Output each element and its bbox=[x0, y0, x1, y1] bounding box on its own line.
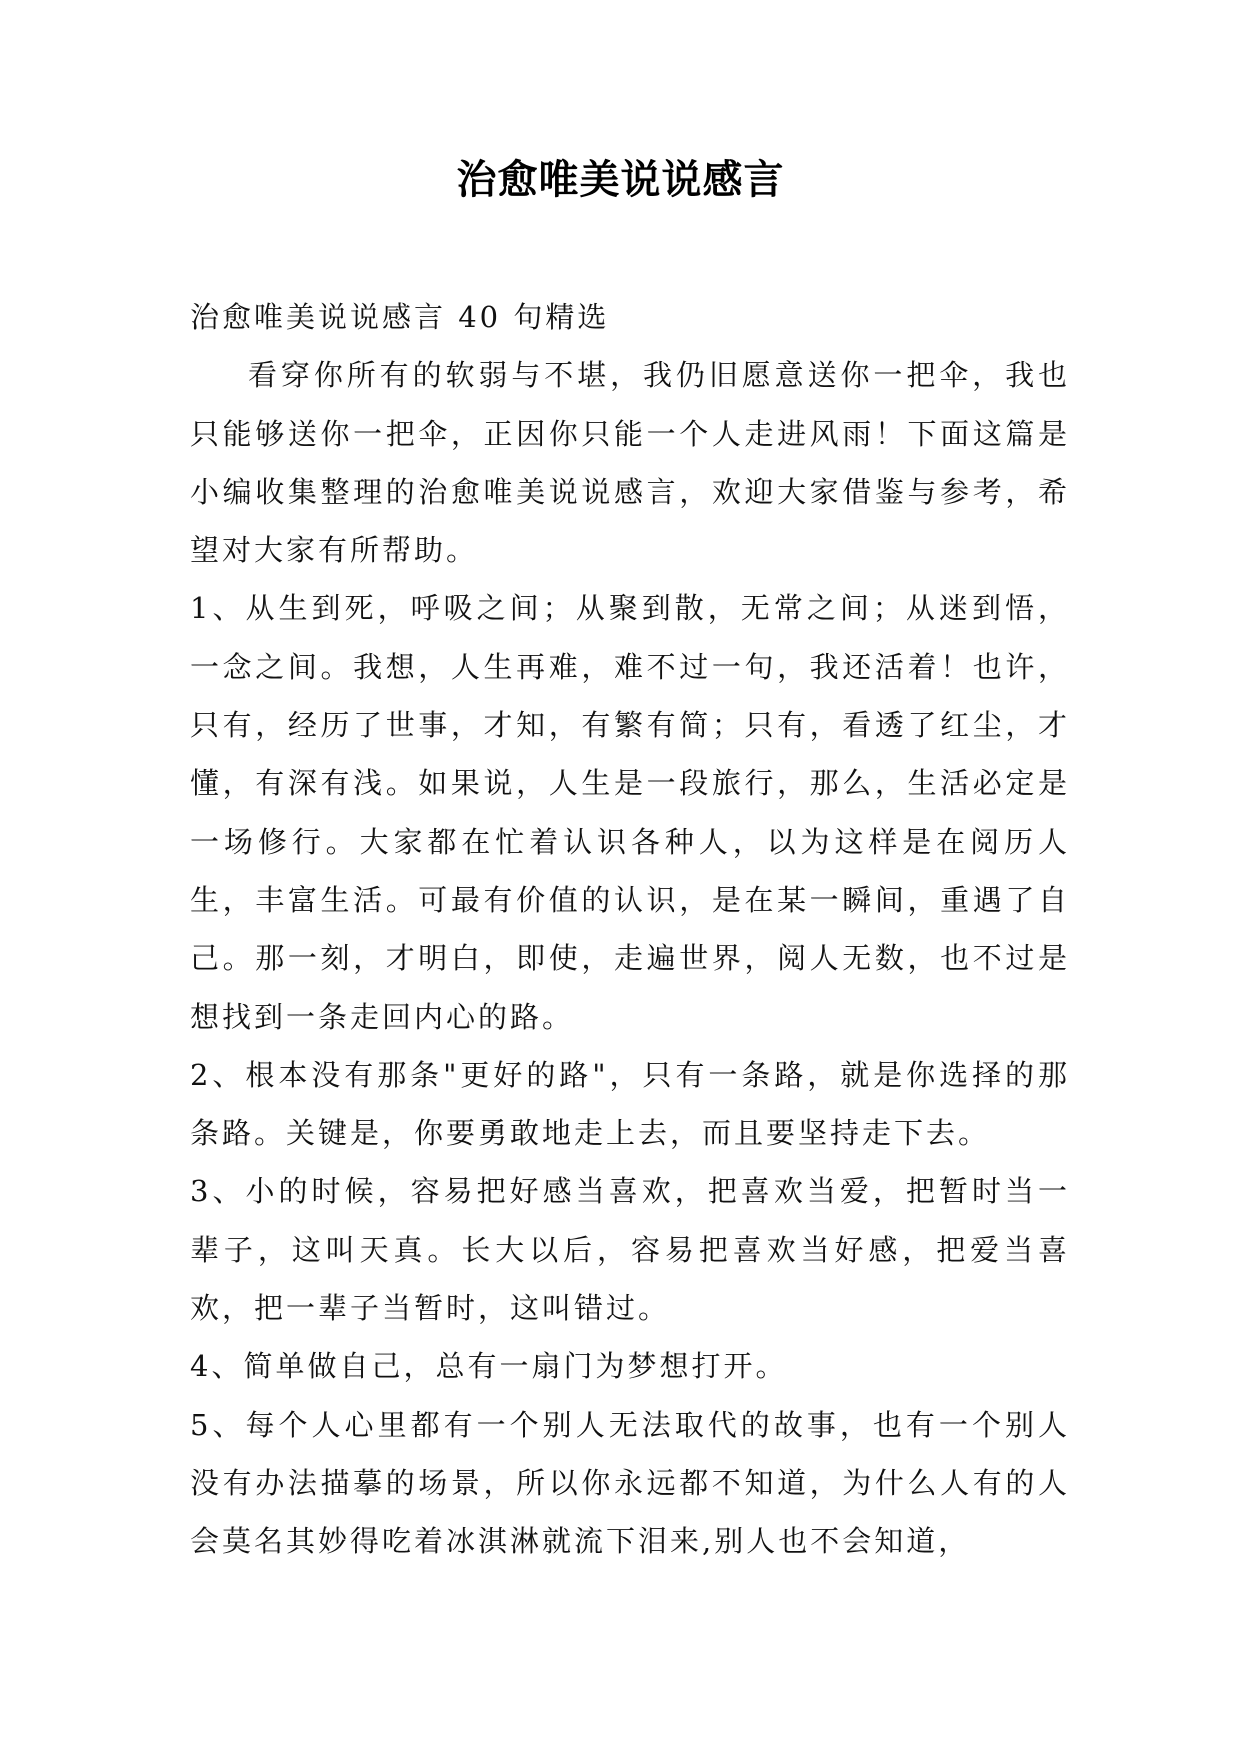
document-subtitle: 治愈唯美说说感言 40 句精选 bbox=[190, 300, 610, 334]
document-title: 治愈唯美说说感言 bbox=[456, 156, 785, 203]
intro-paragraph: 看穿你所有的软弱与不堪，我仍旧愿意送你一把伞，我也只能够送你一把伞，正因你只能一个人走进风雨！下面这篇是小编收集整理的治愈唯美说说感言，欢迎大家借鉴与参考，希望对大家有所帮助。 bbox=[190, 358, 1070, 568]
list-item: 4、简单做自己，总有一扇门为梦想打开。 bbox=[190, 1349, 788, 1384]
list-item: 1、从生到死，呼吸之间；从聚到散，无常之间；从迷到悟，一念之间。我想，人生再难，难不过一句，我还活着！也许，只有，经历了世事，才知，有繁有简；只有，看透了红尘，才懂，有深有浅。如果说，人生是一段旅行，那么，生活必定是一场修行。大家都在忙着认识各种人，以为这样是在阅历人生，丰富生活。可最有价值的认识，是在某一瞬间，重遇了自己。那一刻，才明白，即使，走遍世界，阅人无数，也不过是想找到一条走回内心的路。 bbox=[190, 591, 1070, 1034]
list-item: 2、根本没有那条"更好的路"，只有一条路，就是你选择的那条路。关键是，你要勇敢地走上去，而且要坚持走下去。 bbox=[190, 1057, 1070, 1151]
document-body bbox=[190, 288, 1070, 1571]
list-item: 5、每个人心里都有一个别人无法取代的故事，也有一个别人没有办法描摹的场景，所以你永远都不知道，为什么人有的人会莫名其妙得吃着冰淇淋就流下泪来,别人也不会知道， bbox=[190, 1407, 1070, 1559]
list-item: 3、小的时候，容易把好感当喜欢，把喜欢当爱，把暂时当一辈子，这叫天真。长大以后，容易把喜欢当好感，把爱当喜欢，把一辈子当暂时，这叫错过。 bbox=[190, 1174, 1070, 1326]
